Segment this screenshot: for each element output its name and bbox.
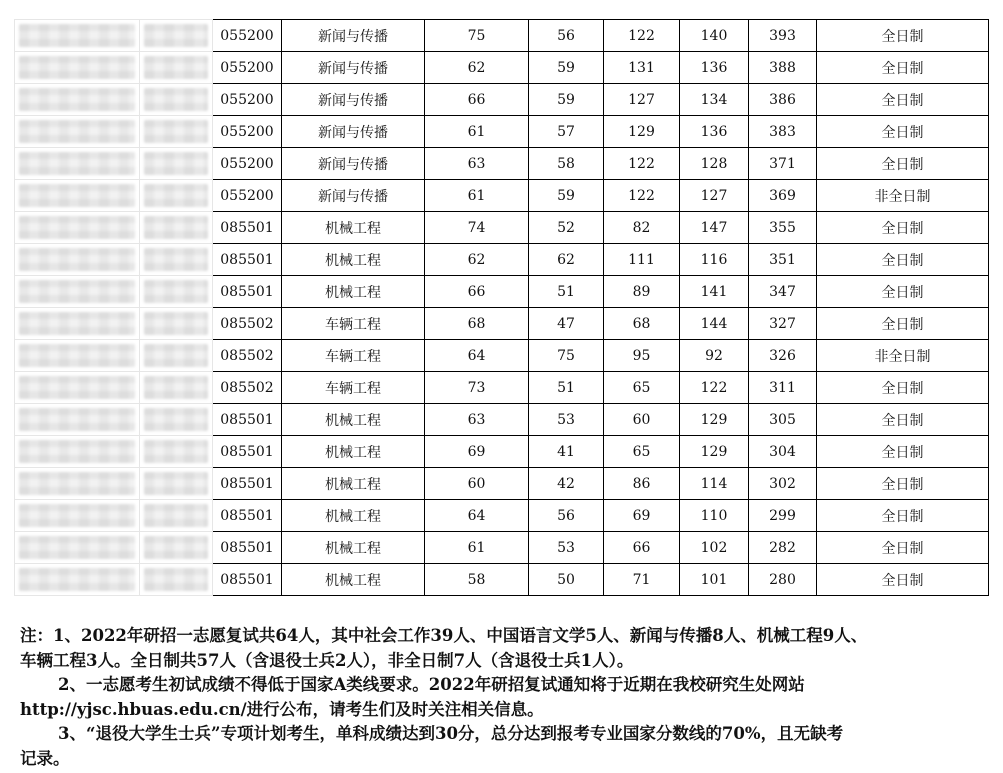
- redacted-name-cell: [15, 244, 140, 276]
- score-language-cell: 51: [529, 276, 604, 308]
- redaction-mosaic: [19, 408, 135, 431]
- redacted-name-cell: [15, 564, 140, 596]
- study-mode-cell: 全日制: [817, 564, 989, 596]
- major-name-cell: 车辆工程: [282, 340, 425, 372]
- major-name-cell: 新闻与传播: [282, 20, 425, 52]
- total-score-cell: 305: [749, 404, 817, 436]
- major-name-cell: 机械工程: [282, 532, 425, 564]
- major-code-cell: 055200: [213, 84, 282, 116]
- major-name-cell: 新闻与传播: [282, 148, 425, 180]
- notes-section: [20, 624, 980, 771]
- redacted-id-cell: [140, 116, 213, 148]
- score-politics-cell: 58: [425, 564, 529, 596]
- redaction-mosaic: [19, 152, 135, 175]
- major-name-cell: 车辆工程: [282, 308, 425, 340]
- redaction-mosaic: [144, 408, 208, 431]
- table-row: [15, 436, 989, 468]
- score-subject1-cell: 129: [604, 116, 680, 148]
- score-subject2-cell: 128: [680, 148, 749, 180]
- major-code-cell: 085501: [213, 212, 282, 244]
- score-language-cell: 56: [529, 20, 604, 52]
- major-code-cell: 085501: [213, 404, 282, 436]
- redaction-mosaic: [144, 216, 208, 239]
- redaction-mosaic: [144, 248, 208, 271]
- study-mode-cell: 全日制: [817, 212, 989, 244]
- major-name-cell: 车辆工程: [282, 372, 425, 404]
- redacted-id-cell: [140, 276, 213, 308]
- redacted-name-cell: [15, 340, 140, 372]
- score-politics-cell: 69: [425, 436, 529, 468]
- score-politics-cell: 74: [425, 212, 529, 244]
- redaction-mosaic: [19, 472, 135, 495]
- redacted-id-cell: [140, 372, 213, 404]
- redacted-name-cell: [15, 276, 140, 308]
- score-politics-cell: 64: [425, 340, 529, 372]
- score-subject1-cell: 66: [604, 532, 680, 564]
- major-code-cell: 055200: [213, 52, 282, 84]
- redacted-name-cell: [15, 148, 140, 180]
- table-row: [15, 244, 989, 276]
- redaction-mosaic: [144, 280, 208, 303]
- major-code-cell: 055200: [213, 20, 282, 52]
- major-name-cell: 新闻与传播: [282, 84, 425, 116]
- total-score-cell: 355: [749, 212, 817, 244]
- score-politics-cell: 64: [425, 500, 529, 532]
- redaction-mosaic: [19, 120, 135, 143]
- redaction-mosaic: [19, 344, 135, 367]
- score-table-container: [14, 19, 989, 596]
- table-row: [15, 532, 989, 564]
- major-name-cell: 机械工程: [282, 404, 425, 436]
- redaction-mosaic: [144, 24, 208, 47]
- redacted-name-cell: [15, 468, 140, 500]
- study-mode-cell: 全日制: [817, 372, 989, 404]
- score-language-cell: 52: [529, 212, 604, 244]
- major-code-cell: 085501: [213, 468, 282, 500]
- table-row: [15, 20, 989, 52]
- redaction-mosaic: [144, 56, 208, 79]
- total-score-cell: 388: [749, 52, 817, 84]
- total-score-cell: 383: [749, 116, 817, 148]
- redaction-mosaic: [19, 568, 135, 591]
- score-subject2-cell: 129: [680, 436, 749, 468]
- redacted-name-cell: [15, 372, 140, 404]
- total-score-cell: 347: [749, 276, 817, 308]
- redaction-mosaic: [19, 376, 135, 399]
- study-mode-cell: 全日制: [817, 276, 989, 308]
- major-name-cell: 机械工程: [282, 212, 425, 244]
- score-subject1-cell: 111: [604, 244, 680, 276]
- score-language-cell: 53: [529, 532, 604, 564]
- study-mode-cell: 全日制: [817, 404, 989, 436]
- redacted-id-cell: [140, 436, 213, 468]
- redacted-id-cell: [140, 84, 213, 116]
- redaction-mosaic: [144, 344, 208, 367]
- redacted-name-cell: [15, 308, 140, 340]
- redacted-name-cell: [15, 404, 140, 436]
- table-row: [15, 372, 989, 404]
- major-code-cell: 085502: [213, 308, 282, 340]
- score-subject2-cell: 127: [680, 180, 749, 212]
- total-score-cell: 351: [749, 244, 817, 276]
- study-mode-cell: 全日制: [817, 148, 989, 180]
- score-subject2-cell: 92: [680, 340, 749, 372]
- score-politics-cell: 68: [425, 308, 529, 340]
- major-code-cell: 055200: [213, 180, 282, 212]
- table-row: [15, 404, 989, 436]
- score-subject2-cell: 102: [680, 532, 749, 564]
- score-language-cell: 57: [529, 116, 604, 148]
- table-row: [15, 340, 989, 372]
- table-row: [15, 276, 989, 308]
- score-subject2-cell: 141: [680, 276, 749, 308]
- note-line-6: 记录。: [20, 748, 70, 768]
- table-row: [15, 52, 989, 84]
- redaction-mosaic: [144, 88, 208, 111]
- score-politics-cell: 75: [425, 20, 529, 52]
- major-name-cell: 机械工程: [282, 468, 425, 500]
- score-language-cell: 50: [529, 564, 604, 596]
- redacted-name-cell: [15, 20, 140, 52]
- score-politics-cell: 61: [425, 532, 529, 564]
- redaction-mosaic: [19, 24, 135, 47]
- major-name-cell: 机械工程: [282, 244, 425, 276]
- redacted-id-cell: [140, 52, 213, 84]
- redacted-id-cell: [140, 244, 213, 276]
- redacted-id-cell: [140, 20, 213, 52]
- redaction-mosaic: [144, 312, 208, 335]
- major-code-cell: 085501: [213, 276, 282, 308]
- score-subject2-cell: 101: [680, 564, 749, 596]
- study-mode-cell: 全日制: [817, 244, 989, 276]
- total-score-cell: 371: [749, 148, 817, 180]
- redacted-id-cell: [140, 564, 213, 596]
- note-line-5: 3、“退役大学生士兵”专项计划考生，单科成绩达到30分，总分达到报考专业国家分数线的70%，且无缺考: [58, 724, 844, 743]
- score-subject1-cell: 82: [604, 212, 680, 244]
- redacted-name-cell: [15, 212, 140, 244]
- score-politics-cell: 63: [425, 404, 529, 436]
- major-code-cell: 055200: [213, 116, 282, 148]
- total-score-cell: 327: [749, 308, 817, 340]
- score-subject1-cell: 69: [604, 500, 680, 532]
- score-subject1-cell: 122: [604, 148, 680, 180]
- total-score-cell: 282: [749, 532, 817, 564]
- major-name-cell: 机械工程: [282, 436, 425, 468]
- score-language-cell: 58: [529, 148, 604, 180]
- study-mode-cell: 全日制: [817, 308, 989, 340]
- redacted-name-cell: [15, 500, 140, 532]
- redaction-mosaic: [144, 536, 208, 559]
- redaction-mosaic: [19, 536, 135, 559]
- score-politics-cell: 73: [425, 372, 529, 404]
- total-score-cell: 302: [749, 468, 817, 500]
- score-politics-cell: 62: [425, 244, 529, 276]
- score-language-cell: 41: [529, 436, 604, 468]
- redaction-mosaic: [144, 120, 208, 143]
- study-mode-cell: 全日制: [817, 468, 989, 500]
- redacted-name-cell: [15, 436, 140, 468]
- score-language-cell: 53: [529, 404, 604, 436]
- score-subject2-cell: 144: [680, 308, 749, 340]
- score-politics-cell: 63: [425, 148, 529, 180]
- redaction-mosaic: [144, 376, 208, 399]
- table-row: [15, 308, 989, 340]
- score-table: [14, 19, 989, 596]
- redacted-name-cell: [15, 116, 140, 148]
- score-language-cell: 59: [529, 180, 604, 212]
- major-code-cell: 085501: [213, 532, 282, 564]
- redacted-id-cell: [140, 532, 213, 564]
- score-subject1-cell: 86: [604, 468, 680, 500]
- study-mode-cell: 全日制: [817, 20, 989, 52]
- score-subject2-cell: 122: [680, 372, 749, 404]
- redacted-id-cell: [140, 340, 213, 372]
- major-name-cell: 新闻与传播: [282, 180, 425, 212]
- major-name-cell: 新闻与传播: [282, 52, 425, 84]
- score-subject2-cell: 116: [680, 244, 749, 276]
- score-table-body: [15, 20, 989, 596]
- score-language-cell: 56: [529, 500, 604, 532]
- study-mode-cell: 全日制: [817, 500, 989, 532]
- score-language-cell: 59: [529, 52, 604, 84]
- total-score-cell: 393: [749, 20, 817, 52]
- redacted-name-cell: [15, 532, 140, 564]
- score-politics-cell: 61: [425, 180, 529, 212]
- major-code-cell: 085502: [213, 340, 282, 372]
- major-code-cell: 085501: [213, 244, 282, 276]
- table-row: [15, 148, 989, 180]
- score-language-cell: 47: [529, 308, 604, 340]
- redacted-name-cell: [15, 180, 140, 212]
- score-subject1-cell: 131: [604, 52, 680, 84]
- redaction-mosaic: [19, 248, 135, 271]
- major-code-cell: 085501: [213, 500, 282, 532]
- score-subject1-cell: 60: [604, 404, 680, 436]
- score-subject1-cell: 71: [604, 564, 680, 596]
- redaction-mosaic: [144, 472, 208, 495]
- redaction-mosaic: [19, 88, 135, 111]
- total-score-cell: 304: [749, 436, 817, 468]
- score-subject1-cell: 68: [604, 308, 680, 340]
- redacted-id-cell: [140, 468, 213, 500]
- score-language-cell: 42: [529, 468, 604, 500]
- score-subject1-cell: 122: [604, 180, 680, 212]
- redacted-id-cell: [140, 500, 213, 532]
- total-score-cell: 386: [749, 84, 817, 116]
- redacted-id-cell: [140, 148, 213, 180]
- note-line-1: 注：1、2022年研招一志愿复试共64人，其中社会工作39人、中国语言文学5人、新闻与传播8人、机械工程9人、: [20, 626, 868, 645]
- score-language-cell: 62: [529, 244, 604, 276]
- note-line-2: 车辆工程3人。全日制共57人（含退役士兵2人），非全日制7人（含退役士兵1人）。: [20, 650, 634, 670]
- redacted-id-cell: [140, 404, 213, 436]
- major-name-cell: 机械工程: [282, 276, 425, 308]
- score-politics-cell: 66: [425, 276, 529, 308]
- table-row: [15, 116, 989, 148]
- total-score-cell: 311: [749, 372, 817, 404]
- score-politics-cell: 66: [425, 84, 529, 116]
- score-politics-cell: 61: [425, 116, 529, 148]
- redacted-id-cell: [140, 308, 213, 340]
- score-politics-cell: 60: [425, 468, 529, 500]
- redaction-mosaic: [19, 440, 135, 463]
- score-subject1-cell: 122: [604, 20, 680, 52]
- redaction-mosaic: [144, 184, 208, 207]
- score-subject1-cell: 65: [604, 436, 680, 468]
- note-line-4: http://yjsc.hbuas.edu.cn/进行公布，请考生们及时关注相关信息。: [20, 699, 544, 719]
- redaction-mosaic: [19, 312, 135, 335]
- major-code-cell: 085501: [213, 564, 282, 596]
- redaction-mosaic: [144, 440, 208, 463]
- major-name-cell: 机械工程: [282, 564, 425, 596]
- redaction-mosaic: [19, 56, 135, 79]
- score-subject1-cell: 127: [604, 84, 680, 116]
- score-language-cell: 51: [529, 372, 604, 404]
- table-row: [15, 84, 989, 116]
- total-score-cell: 280: [749, 564, 817, 596]
- score-politics-cell: 62: [425, 52, 529, 84]
- redaction-mosaic: [19, 504, 135, 527]
- study-mode-cell: 非全日制: [817, 340, 989, 372]
- redaction-mosaic: [19, 184, 135, 207]
- score-subject2-cell: 140: [680, 20, 749, 52]
- redaction-mosaic: [144, 568, 208, 591]
- score-subject2-cell: 136: [680, 116, 749, 148]
- table-row: [15, 564, 989, 596]
- redacted-name-cell: [15, 84, 140, 116]
- score-subject2-cell: 134: [680, 84, 749, 116]
- table-row: [15, 180, 989, 212]
- study-mode-cell: 全日制: [817, 532, 989, 564]
- score-subject2-cell: 110: [680, 500, 749, 532]
- redacted-id-cell: [140, 180, 213, 212]
- score-subject2-cell: 136: [680, 52, 749, 84]
- major-name-cell: 新闻与传播: [282, 116, 425, 148]
- major-name-cell: 机械工程: [282, 500, 425, 532]
- redaction-mosaic: [19, 216, 135, 239]
- redacted-id-cell: [140, 212, 213, 244]
- study-mode-cell: 全日制: [817, 84, 989, 116]
- table-row: [15, 468, 989, 500]
- total-score-cell: 326: [749, 340, 817, 372]
- score-language-cell: 75: [529, 340, 604, 372]
- total-score-cell: 299: [749, 500, 817, 532]
- major-code-cell: 055200: [213, 148, 282, 180]
- score-subject2-cell: 147: [680, 212, 749, 244]
- score-subject1-cell: 89: [604, 276, 680, 308]
- table-row: [15, 212, 989, 244]
- note-line-3: 2、一志愿考生初试成绩不得低于国家A类线要求。2022年研招复试通知将于近期在我校研究生处网站: [58, 675, 805, 694]
- study-mode-cell: 全日制: [817, 436, 989, 468]
- study-mode-cell: 非全日制: [817, 180, 989, 212]
- study-mode-cell: 全日制: [817, 116, 989, 148]
- score-subject1-cell: 95: [604, 340, 680, 372]
- study-mode-cell: 全日制: [817, 52, 989, 84]
- total-score-cell: 369: [749, 180, 817, 212]
- redaction-mosaic: [144, 504, 208, 527]
- redaction-mosaic: [19, 280, 135, 303]
- score-subject2-cell: 114: [680, 468, 749, 500]
- score-subject2-cell: 129: [680, 404, 749, 436]
- score-subject1-cell: 65: [604, 372, 680, 404]
- major-code-cell: 085502: [213, 372, 282, 404]
- redacted-name-cell: [15, 52, 140, 84]
- score-language-cell: 59: [529, 84, 604, 116]
- major-code-cell: 085501: [213, 436, 282, 468]
- table-row: [15, 500, 989, 532]
- redaction-mosaic: [144, 152, 208, 175]
